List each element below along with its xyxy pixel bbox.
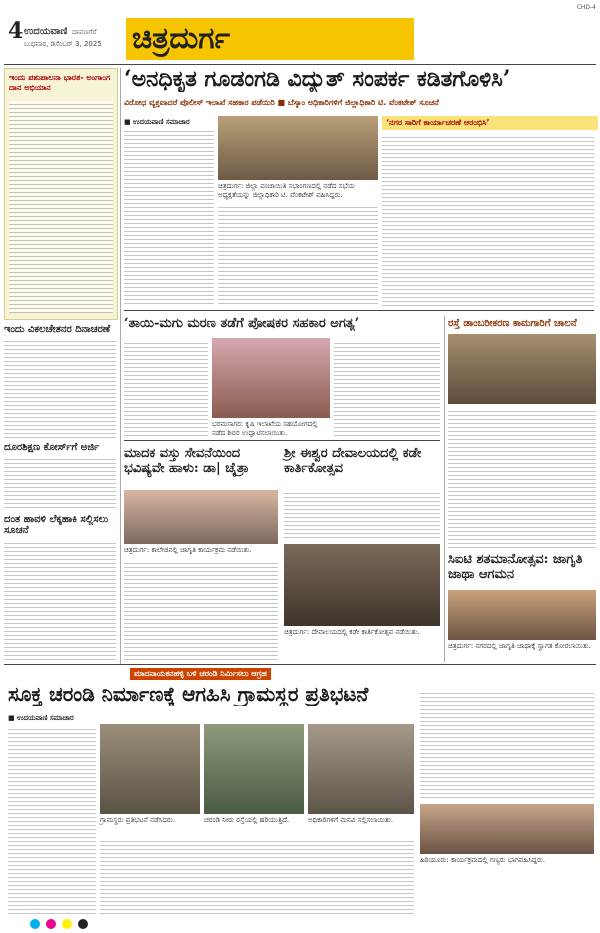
lead-subhead: ವಿರೋಧ ವ್ಯಕ್ತವಾದರೆ ಪೊಲೀಸ್ ಇಲಾಖೆ ಸಹಕಾರ ಪಡೆಯಿರಿ ■ ಬೆಸ್ಕಾಂ ಅಧಿಕಾರಿಗಳಿಗೆ ಜಿಲ್ಲಾಧಿಕಾರಿ ಟಿ. ವೆಂಕಟೇಶ್ ಸೂಚನೆ bbox=[124, 98, 439, 107]
left-item2-text bbox=[4, 338, 116, 438]
mid-col1 bbox=[124, 340, 208, 436]
bottom-headline: ಸೂಕ್ತ ಚರಂಡಿ ನಿರ್ಮಾಣಕ್ಕೆ ಆಗಹಿಸಿ ಗ್ರಾಮಸ್ಥರ ಪ್ರತಿಭಟನೆ bbox=[8, 682, 369, 706]
story3-caption: ಚಿತ್ರದುರ್ಗ: ಕಾಲೇಜಿನಲ್ಲಿ ಜಾಗೃತಿ ಕಾರ್ಯಕ್ರಮ ನಡೆಯಿತು. bbox=[124, 546, 252, 554]
story3-headline: ಮಾದಕ ವಸ್ತು ಸೇವನೆಯಿಂದ ಭವಿಷ್ಯವೇ ಹಾಳು: ಡಾ| ಚೈತ್ರಾ bbox=[124, 446, 249, 476]
mid-rule bbox=[124, 440, 440, 441]
left-box bbox=[4, 68, 118, 320]
mid-col2 bbox=[334, 340, 440, 436]
story4-headline: ಶ್ರೀ ಈಶ್ವರ ದೇವಾಲಯದಲ್ಲಿ ಕಡೇ ಕಾರ್ತಿಕೋತ್ಸವ bbox=[284, 446, 422, 476]
left-box-text bbox=[9, 101, 113, 313]
bottom-right-photo bbox=[420, 804, 594, 854]
lead-headline: ‘ಅನಧಿಕೃತ ಗೂಡಂಗಡಿ ವಿದ್ಯುತ್ ಸಂಪರ್ಕ ಕಡಿತಗೊಳಿಸಿ’ bbox=[124, 66, 511, 92]
bottom-photo3 bbox=[308, 724, 414, 814]
mid-photo bbox=[212, 338, 330, 418]
bottom-col1 bbox=[8, 726, 96, 916]
story4-text bbox=[284, 490, 440, 540]
bottom-caption3: ಅಧಿಕಾರಿಗಳಿಗೆ ಮನವಿ ಸಲ್ಲಿಸಲಾಯಿತು. bbox=[308, 816, 394, 824]
right-head1: ರಸ್ತೆ ಡಾಂಬರೀಕರಣ ಕಾಮಗಾರಿಗೆ ಚಾಲನೆ bbox=[448, 318, 577, 329]
paper-name: ಉದಯವಾಣಿ bbox=[24, 26, 68, 37]
story3-text bbox=[124, 560, 278, 660]
mid-caption: ಭರಮಸಾಗರ: ಕೃಷಿ ಇಲಾಖೆಯ ಸಹಯೋಗದಲ್ಲಿ ನಡೆದ ಶಿಬಿರ ಉದ್ಘಾಟಿಸಲಾಯಿತು. bbox=[212, 420, 318, 437]
left-item3-title: ದೂರಶಿಕ್ಷಣ ಕೋರ್ಸ್‌ಗೆ ಅರ್ಜಿ bbox=[4, 442, 100, 453]
right-photo1 bbox=[448, 334, 596, 404]
section-title: ಚಿತ್ರದುರ್ಗ bbox=[126, 18, 414, 60]
bottom-photo1 bbox=[100, 724, 200, 814]
bottom-right-text bbox=[420, 690, 594, 800]
left-item4-title: ದಂತ ಹಾವಳಿ ಲೆಕ್ಕಹಾಕಿ ಸಲ್ಲಿಸಲು ಸೂಚನೆ bbox=[4, 514, 109, 536]
lead-col2 bbox=[218, 204, 378, 306]
page-number: 4 bbox=[8, 18, 24, 44]
bottom-caption2: ಚರಂಡಿ ನೀರು ರಸ್ತೆಯಲ್ಲಿ ಹರಿಯುತ್ತಿದೆ. bbox=[204, 816, 290, 824]
bottom-kicker: ಮಾದನಾಯಕನಹಳ್ಳಿ ಬಳಿ ಚರಂಡಿ ನಿರ್ಮಿಸಲು ಆಗ್ರಹ bbox=[130, 668, 271, 680]
lead-byline: ■ ಉದಯವಾಣಿ ಸಮಾಚಾರ bbox=[124, 118, 190, 126]
bottom-text bbox=[100, 838, 414, 916]
left-divider bbox=[120, 68, 121, 664]
story4-caption: ಚಿತ್ರದುರ್ಗ: ದೇವಾಲಯದಲ್ಲಿ ಕಡೇ ಕಾರ್ತಿಕೋತ್ಸವ ನಡೆಯಿತು. bbox=[284, 628, 420, 636]
print-marks bbox=[30, 914, 94, 933]
right-text1 bbox=[448, 408, 596, 548]
lead-caption: ಚಿತ್ರದುರ್ಗ: ಜಿಲ್ಲಾ ಪಂಚಾಯಿತಿ ಸಭಾಂಗಣದಲ್ಲಿ ನಡೆದ ಸಭೆಯ ಅಧ್ಯಕ್ಷತೆಯನ್ನು ಜಿಲ್ಲಾಧಿಕಾರಿ ಟಿ. ವೆಂಕಟೇಶ್ ವಹಿಸಿದ್ದರು. bbox=[218, 182, 355, 199]
masthead-rule bbox=[4, 64, 596, 65]
lead-photo bbox=[218, 116, 378, 180]
issue-date: ಬುಧವಾರ, ಡಿಸೆಂಬರ್ 3, 2025 bbox=[24, 40, 102, 48]
right-head2: ಸಿಐಟಿ ಶತಮಾನೋತ್ಸವ: ಜಾಗೃತಿ ಜಾಥಾ ಆಗಮನ bbox=[448, 552, 583, 582]
bottom-right-caption: ಹಿರಿಯೂರು: ಕಾರ್ಯಕ್ರಮದಲ್ಲಿ ಗಣ್ಯರು ಭಾಗವಹಿಸಿದ್ದರು. bbox=[420, 856, 546, 864]
story4-photo bbox=[284, 544, 440, 626]
lead-rule bbox=[124, 310, 594, 311]
bottom-rule bbox=[4, 664, 596, 665]
edition-label: ದಾವಣಗೆರೆ bbox=[72, 28, 97, 36]
story3-photo bbox=[124, 490, 278, 544]
bottom-photo2 bbox=[204, 724, 304, 814]
left-box-title: ಇಂದು ಪಶುಪಾಲನಾ ಭಾರತ- ಅಂಗಾಂಗ ದಾನ ಅಭಿಯಾನ bbox=[9, 73, 111, 92]
right-caption2: ಚಿತ್ರದುರ್ಗ: ನಗರದಲ್ಲಿ ಜಾಗೃತಿ ಜಾಥಾಕ್ಕೆ ಸ್ವಾಗತ ಕೋರಲಾಯಿತು. bbox=[448, 642, 591, 650]
left-item2-title: ಇಂದು ವಿಕಲಚೇತನರ ದಿನಾಚರಣೆ bbox=[4, 324, 111, 335]
left-item4-text bbox=[4, 540, 116, 660]
bottom-caption1: ಗ್ರಾಮಸ್ಥರು ಪ್ರತಿಭಟನೆ ನಡೆಸಿದರು. bbox=[100, 816, 176, 824]
lead-col1 bbox=[124, 128, 214, 306]
page-code: CHD-4 bbox=[576, 4, 596, 11]
right-divider bbox=[444, 316, 445, 662]
left-item3-text bbox=[4, 456, 116, 510]
lead-col3 bbox=[382, 134, 594, 306]
lead-callout: ‘ನಗರ ಸಾರಿಗೆ ಕಾರ್ಯಾಚರಣೆ ಆರಂಭಿಸಿ’ bbox=[382, 116, 598, 130]
mid-headline: ‘ತಾಯಿ-ಮಗು ಮರಣ ತಡೆಗೆ ಪೋಷಕರ ಸಹಕಾರ ಅಗತ್ಯ’ bbox=[124, 316, 360, 331]
bottom-byline: ■ ಉದಯವಾಣಿ ಸಮಾಚಾರ bbox=[8, 714, 74, 722]
right-photo2 bbox=[448, 590, 596, 640]
